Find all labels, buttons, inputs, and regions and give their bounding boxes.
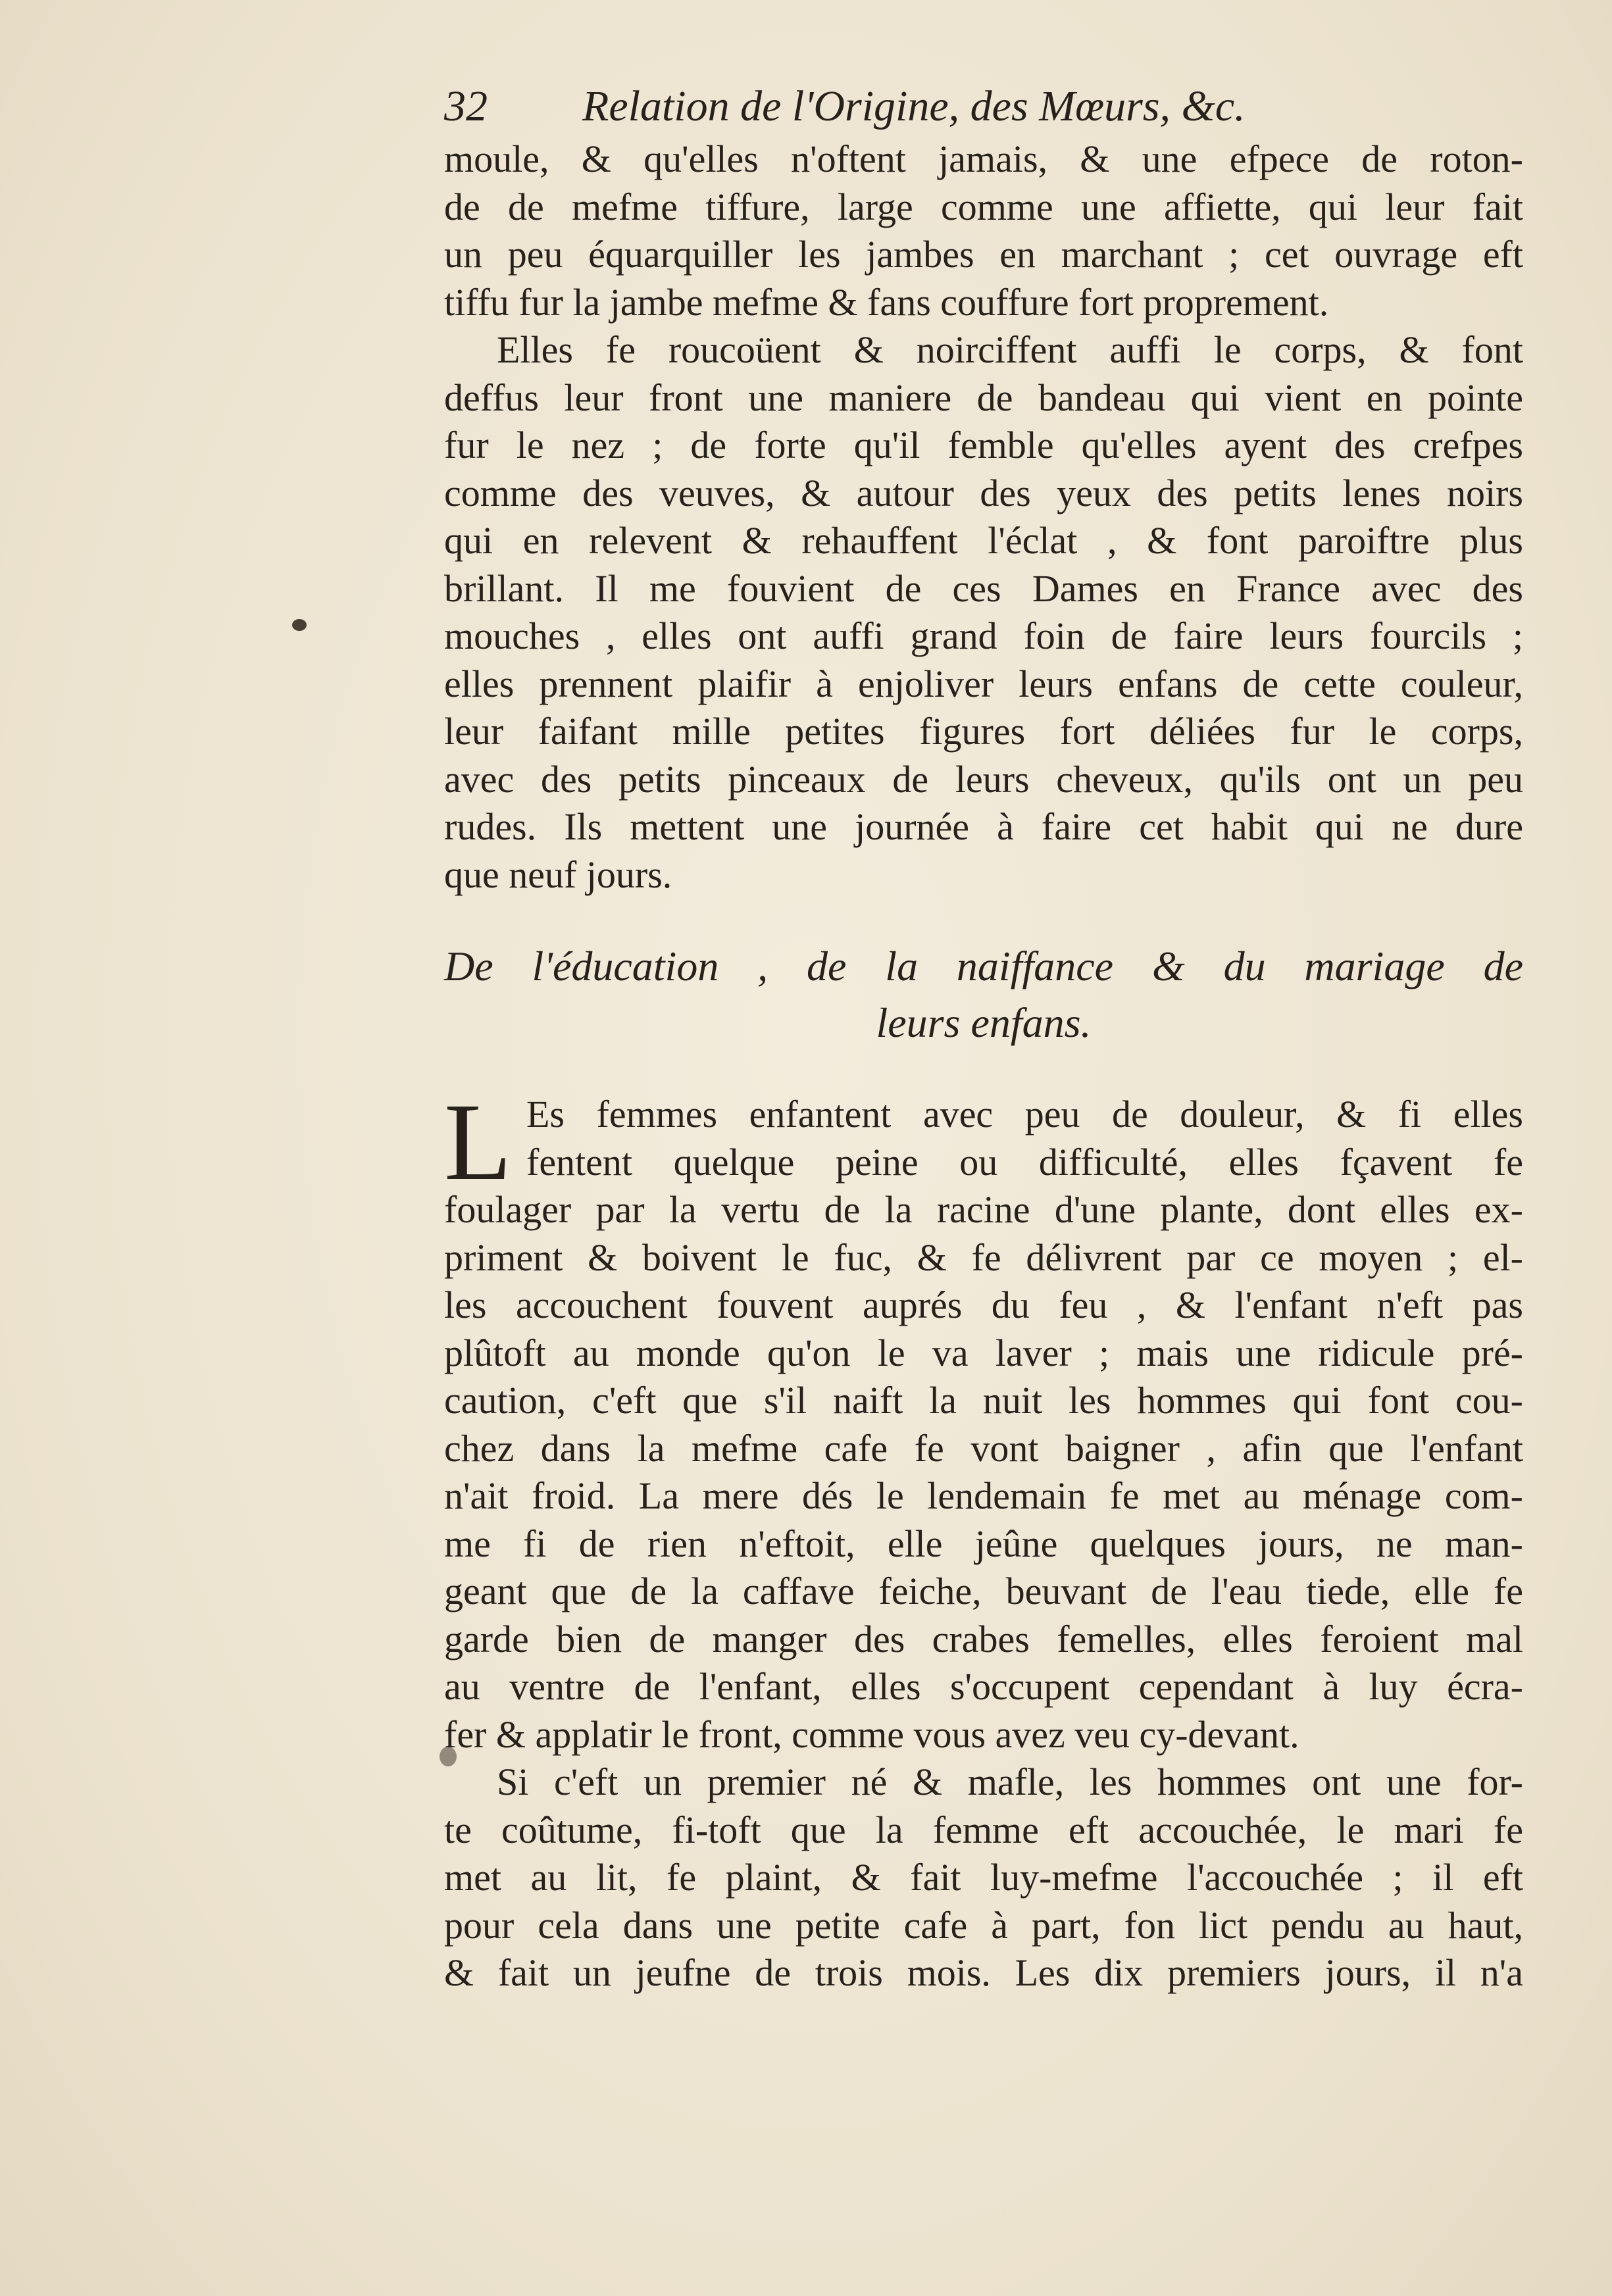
text-line: Elles fe roucoüent & noirciffent auffi le corps, & font [497,328,1523,371]
text-line: garde bien de manger des crabes femelles, elles feroient mal [444,1617,1523,1660]
text-line: leur faifant mille petites figures fort déliées fur le corps, [444,710,1523,753]
section-heading-line-2: leurs enfans. [876,999,1092,1046]
text-line: brillant. Il me fouvient de ces Dames en France avec des [444,566,1523,610]
text-line: que neuf jours. [444,853,672,896]
text-line: Si c'eft un premier né & mafle, les hommes ont une for- [497,1760,1523,1803]
text-line: rudes. Ils mettent une journée à faire cet habit qui ne dure [444,805,1523,848]
text-line: un peu équarquiller les jambes en marchant ; cet ouvrage eft [444,233,1523,276]
text-line: mouches , elles ont auffi grand foin de faire leurs fourcils ; [444,614,1523,657]
text-line: & fait un jeufne de trois mois. Les dix premiers jours, il n'a [444,1951,1523,1994]
text-line: fer & applatir le front, comme vous avez veu cy-devant. [444,1712,1299,1756]
text-line: qui en relevent & rehauffent l'éclat , & font paroiftre plus [444,519,1523,562]
text-line: avec des petits pinceaux de leurs cheveux, qu'ils ont un peu [444,757,1523,801]
paragraph-3 [444,1081,1523,1759]
text-line: fur le nez ; de forte qu'il femble qu'elles ayent des crefpes [444,424,1523,466]
section-heading [444,938,1523,1051]
text-line: tiffu fur la jambe mefme & fans couffure fort proprement. [444,280,1329,324]
section-heading-line-1: De l'éducation , de la naiffance & du mariage de [444,943,1523,989]
text-line: plûtoft au monde qu'on le va laver ; mais une ridicule pré- [444,1331,1523,1374]
text-line: les accouchent fouvent auprés du feu , & l'enfant n'eft pas [444,1284,1523,1326]
paragraph-4 [444,1759,1523,1997]
text-line: caution, c'eft que s'il naift la nuit les hommes qui font cou- [444,1379,1523,1422]
text-line: me fi de rien n'eftoit, elle jeûne quelques jours, ne man- [444,1522,1523,1565]
ink-spot [292,619,307,631]
text-line: elles prennent plaifir à enjoliver leurs enfans de cette couleur, [444,662,1523,705]
paragraph-1 [444,136,1523,326]
text-line: chez dans la mefme cafe fe vont baigner , afin que l'enfant [444,1426,1523,1470]
text-line: au ventre de l'enfant, elles s'occupent cependant à luy écra- [444,1665,1523,1708]
text-line: te coûtume, fi-toft que la femme eft accouchée, le mari fe [444,1808,1523,1851]
text-line: met au lit, fe plaint, & fait luy-mefme l'accouchée ; il eft [444,1856,1523,1899]
page-number: 32 [444,82,488,130]
text-line: Es femmes enfantent avec peu de douleur, & fi elles [526,1093,1523,1136]
text-line: de de mefme tiffure, large comme une affiette, qui leur fait [444,185,1523,228]
running-title: Relation de l'Origine, des Mœurs, &c. [582,82,1246,130]
text-line: deffus leur front une maniere de bandeau qui vient en pointe [444,376,1523,419]
text-line: moule, & qu'elles n'oftent jamais, & une efpece de roton- [444,137,1523,180]
text-line: priment & boivent le fuc, & fe délivrent par ce moyen ; el- [444,1235,1523,1279]
paragraph-2 [444,326,1523,899]
text-line: comme des veuves, & autour des yeux des petits lenes noirs [444,471,1523,514]
text-line: pour cela dans une petite cafe à part, fon lict pendu au haut, [444,1903,1523,1947]
text-block [444,78,1523,1997]
text-line: geant que de la caffave feiche, beuvant de l'eau tiede, elle fe [444,1570,1523,1612]
running-head [444,78,1523,136]
text-line: fentent quelque peine ou difficulté, elles fçavent fe [526,1140,1523,1184]
drop-cap: L [444,1081,512,1203]
text-line: foulager par la vertu de la racine d'une plante, dont elles ex- [444,1188,1523,1231]
text-line: n'ait froid. La mere dés le lendemain fe met au ménage com- [444,1474,1523,1517]
